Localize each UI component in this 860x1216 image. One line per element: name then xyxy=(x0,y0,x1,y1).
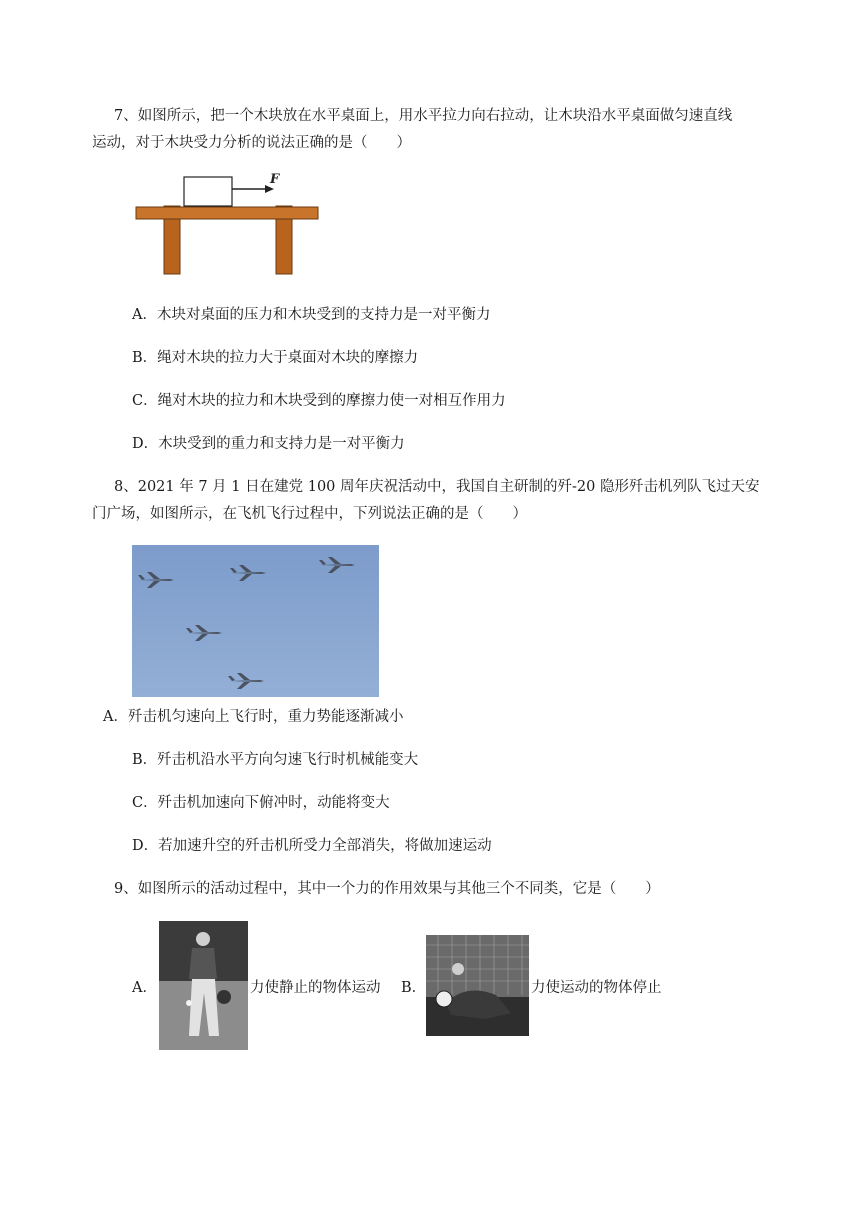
question-7-line-1: 7、如图所示，把一个木块放在水平桌面上，用水平拉力向右拉动，让木块沿水平桌面做匀速直线 xyxy=(114,108,733,124)
q7-option-d: D．木块受到的重力和支持力是一对平衡力 xyxy=(132,436,405,452)
q7-option-a: A．木块对桌面的压力和木块受到的支持力是一对平衡力 xyxy=(132,307,491,323)
table-block-figure xyxy=(134,170,324,278)
question-8-line-2: 门广场，如图所示，在飞机飞行过程中，下列说法正确的是（ ） xyxy=(92,506,527,522)
q9-option-b-letter: B． xyxy=(401,980,427,996)
question-9-line-1: 9、如图所示的活动过程中，其中一个力的作用效果与其他三个不同类，它是（ ） xyxy=(114,881,660,897)
jets-photo xyxy=(132,545,379,697)
q7-option-c: C．绳对木块的拉力和木块受到的摩擦力使一对相互作用力 xyxy=(132,393,506,409)
wood-block xyxy=(184,177,232,206)
q7-option-b: B．绳对木块的拉力大于桌面对木块的摩擦力 xyxy=(132,350,419,366)
force-label: F xyxy=(270,172,280,187)
q9-option-a-text: 力使静止的物体运动 xyxy=(250,980,381,996)
q9-option-b-text: 力使运动的物体停止 xyxy=(531,980,662,996)
q8-option-b: B．歼击机沿水平方向匀速飞行时机械能变大 xyxy=(132,752,419,768)
baseball-player-photo xyxy=(159,921,248,1050)
question-7-line-2: 运动，对于木块受力分析的说法正确的是（ ） xyxy=(92,135,411,151)
q8-option-a: A．歼击机匀速向上飞行时，重力势能逐渐减小 xyxy=(103,709,404,725)
q9-option-a-letter: A． xyxy=(132,980,157,996)
goalkeeper-photo xyxy=(426,935,529,1036)
q8-option-d: D．若加速升空的歼击机所受力全部消失，将做加速运动 xyxy=(132,838,492,854)
q8-option-c: C．歼击机加速向下俯冲时，动能将变大 xyxy=(132,795,390,811)
question-8-line-1: 8、2021 年 7 月 1 日在建党 100 周年庆祝活动中，我国自主研制的歼-20 隐形歼击机列队飞过天安 xyxy=(114,479,760,495)
table-top xyxy=(136,207,318,219)
